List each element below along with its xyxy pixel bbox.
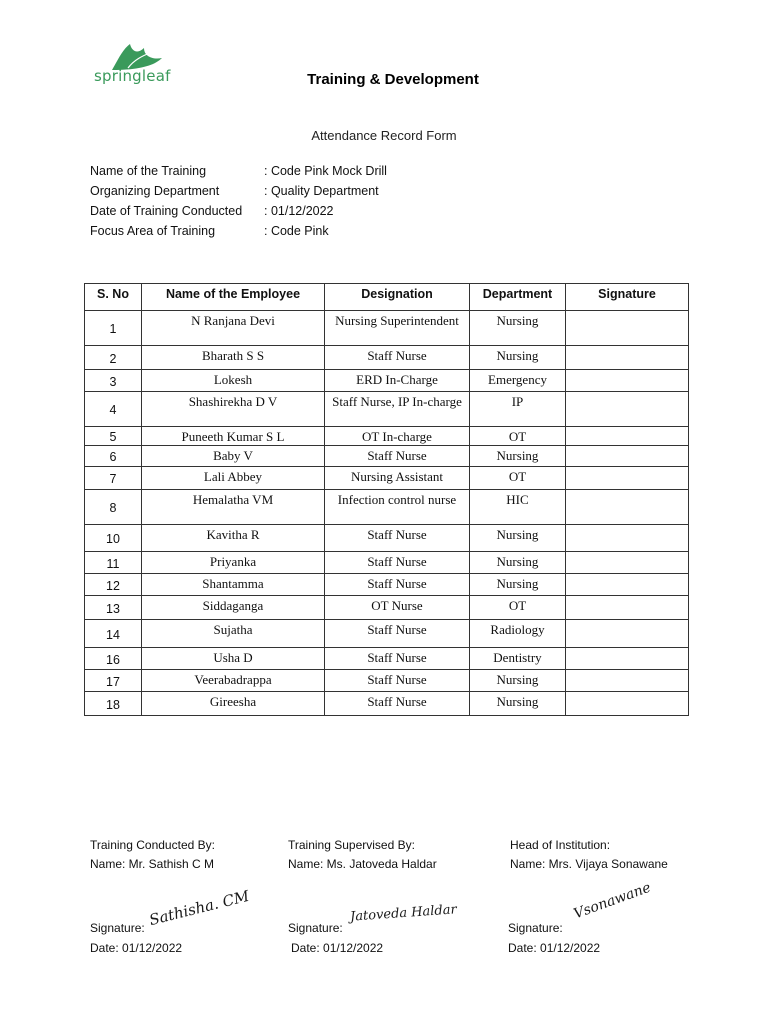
table-row	[85, 620, 689, 648]
cell-signature[interactable]	[566, 552, 689, 574]
table-row	[85, 427, 689, 446]
cell-employee-name: Gireesha	[142, 692, 325, 716]
form-title: Attendance Record Form	[311, 128, 457, 143]
cell-signature[interactable]	[566, 620, 689, 648]
cell-designation: Staff Nurse	[325, 692, 470, 716]
cell-sno: 14	[85, 620, 142, 648]
cell-designation: Staff Nurse	[325, 446, 470, 467]
table-row	[85, 574, 689, 596]
cell-employee-name: Usha D	[142, 648, 325, 670]
cell-employee-name: N Ranjana Devi	[142, 311, 325, 346]
table-row	[85, 346, 689, 370]
cell-sno: 2	[85, 346, 142, 370]
table-header-row	[85, 284, 689, 311]
info-label: Name of the Training	[90, 164, 207, 178]
cell-signature[interactable]	[566, 370, 689, 392]
cell-sno: 12	[85, 574, 142, 596]
info-label: Organizing Department	[90, 184, 220, 198]
cell-employee-name: Shantamma	[142, 574, 325, 596]
info-row-organizing-department	[90, 181, 387, 201]
cell-sno: 17	[85, 670, 142, 692]
cell-department: Nursing	[470, 670, 566, 692]
cell-department: OT	[470, 467, 566, 490]
cell-signature[interactable]	[566, 670, 689, 692]
head-of-institution-title: Head of Institution:	[510, 838, 611, 852]
info-value: : Code Pink	[264, 224, 329, 238]
table-row	[85, 467, 689, 490]
column-header-department: Department	[470, 284, 566, 311]
cell-designation: OT In-charge	[325, 427, 470, 446]
conducted-date: Date: 01/12/2022	[90, 941, 183, 955]
cell-signature[interactable]	[566, 525, 689, 552]
logo-wordmark: springleaf	[94, 67, 171, 85]
cell-employee-name: Bharath S S	[142, 346, 325, 370]
head-date: Date: 01/12/2022	[508, 941, 601, 955]
info-row-focus-area	[90, 221, 387, 241]
cell-sno: 18	[85, 692, 142, 716]
cell-employee-name: Hemalatha VM	[142, 490, 325, 525]
cell-department: Nursing	[470, 525, 566, 552]
cell-sno: 7	[85, 467, 142, 490]
cell-employee-name: Kavitha R	[142, 525, 325, 552]
info-row-training-date	[90, 201, 387, 221]
cell-signature[interactable]	[566, 346, 689, 370]
cell-employee-name: Baby V	[142, 446, 325, 467]
cell-department: HIC	[470, 490, 566, 525]
cell-department: IP	[470, 392, 566, 427]
cell-department: Dentistry	[470, 648, 566, 670]
head-of-institution-block	[510, 836, 668, 874]
cell-designation: ERD In-Charge	[325, 370, 470, 392]
cell-designation: OT Nurse	[325, 596, 470, 620]
table-row	[85, 311, 689, 346]
cell-signature[interactable]	[566, 311, 689, 346]
cell-designation: Staff Nurse, IP In-charge	[325, 392, 470, 427]
cell-signature[interactable]	[566, 392, 689, 427]
table-row	[85, 648, 689, 670]
cell-sno: 3	[85, 370, 142, 392]
cell-sno: 6	[85, 446, 142, 467]
conducted-by-name: Name: Mr. Sathish C M	[90, 857, 215, 871]
supervised-by-block	[288, 836, 437, 874]
supervised-by-name: Name: Ms. Jatoveda Haldar	[288, 857, 437, 871]
cell-sno: 1	[85, 311, 142, 346]
cell-department: Nursing	[470, 574, 566, 596]
supervised-signature-scribble: Jatoveda Haldar	[349, 902, 458, 925]
cell-employee-name: Siddaganga	[142, 596, 325, 620]
cell-sno: 16	[85, 648, 142, 670]
cell-department: Nursing	[470, 692, 566, 716]
cell-designation: Staff Nurse	[325, 670, 470, 692]
cell-sno: 8	[85, 490, 142, 525]
cell-employee-name: Sujatha	[142, 620, 325, 648]
cell-designation: Infection control nurse	[325, 490, 470, 525]
cell-designation: Nursing Superintendent	[325, 311, 470, 346]
info-label: Date of Training Conducted	[90, 204, 243, 218]
cell-signature[interactable]	[566, 467, 689, 490]
info-row-training-name	[90, 161, 387, 181]
table-row	[85, 446, 689, 467]
cell-employee-name: Lali Abbey	[142, 467, 325, 490]
cell-designation: Staff Nurse	[325, 552, 470, 574]
conducted-signature-label: Signature:	[90, 921, 145, 935]
cell-designation: Nursing Assistant	[325, 467, 470, 490]
page-title: Training & Development	[307, 71, 479, 88]
column-header-name: Name of the Employee	[142, 284, 325, 311]
column-header-designation: Designation	[325, 284, 470, 311]
cell-designation: Staff Nurse	[325, 525, 470, 552]
cell-employee-name: Shashirekha D V	[142, 392, 325, 427]
column-header-signature: Signature	[566, 284, 689, 311]
cell-department: Nursing	[470, 311, 566, 346]
conducted-by-block	[90, 836, 215, 874]
cell-designation: Staff Nurse	[325, 346, 470, 370]
cell-department: Nursing	[470, 552, 566, 574]
cell-signature[interactable]	[566, 574, 689, 596]
supervised-signature-label: Signature:	[288, 921, 343, 935]
head-signature-scribble: Vsonawane	[571, 879, 654, 923]
column-header-sno: S. No	[85, 284, 142, 311]
cell-employee-name: Veerabadrappa	[142, 670, 325, 692]
table-row	[85, 692, 689, 716]
cell-department: Nursing	[470, 346, 566, 370]
cell-signature[interactable]	[566, 446, 689, 467]
table-row	[85, 596, 689, 620]
cell-sno: 4	[85, 392, 142, 427]
cell-designation: Staff Nurse	[325, 648, 470, 670]
cell-department: Emergency	[470, 370, 566, 392]
cell-signature[interactable]	[566, 648, 689, 670]
cell-signature[interactable]	[566, 692, 689, 716]
table-row	[85, 370, 689, 392]
cell-department: OT	[470, 427, 566, 446]
cell-sno: 11	[85, 552, 142, 574]
conducted-signature-scribble: Sathisha. CM	[147, 886, 252, 930]
cell-employee-name: Priyanka	[142, 552, 325, 574]
info-value: : Quality Department	[264, 184, 379, 198]
table-row	[85, 670, 689, 692]
cell-sno: 5	[85, 427, 142, 446]
cell-sno: 10	[85, 525, 142, 552]
cell-signature[interactable]	[566, 427, 689, 446]
table-row	[85, 552, 689, 574]
supervised-date: Date: 01/12/2022	[291, 941, 384, 955]
cell-department: OT	[470, 596, 566, 620]
cell-designation: Staff Nurse	[325, 620, 470, 648]
cell-employee-name: Puneeth Kumar S L	[142, 427, 325, 446]
info-value: : 01/12/2022	[264, 204, 334, 218]
head-signature-label: Signature:	[508, 921, 563, 935]
head-of-institution-name: Name: Mrs. Vijaya Sonawane	[510, 857, 668, 871]
attendance-table	[84, 283, 689, 716]
conducted-by-title: Training Conducted By:	[90, 838, 215, 852]
info-label: Focus Area of Training	[90, 224, 216, 238]
table-row	[85, 525, 689, 552]
cell-designation: Staff Nurse	[325, 574, 470, 596]
cell-employee-name: Lokesh	[142, 370, 325, 392]
cell-department: Nursing	[470, 446, 566, 467]
supervised-by-title: Training Supervised By:	[288, 838, 415, 852]
cell-signature[interactable]	[566, 490, 689, 525]
table-row	[85, 490, 689, 525]
cell-department: Radiology	[470, 620, 566, 648]
info-value: : Code Pink Mock Drill	[264, 164, 387, 178]
table-row	[85, 392, 689, 427]
training-info	[90, 161, 387, 241]
cell-sno: 13	[85, 596, 142, 620]
cell-signature[interactable]	[566, 596, 689, 620]
